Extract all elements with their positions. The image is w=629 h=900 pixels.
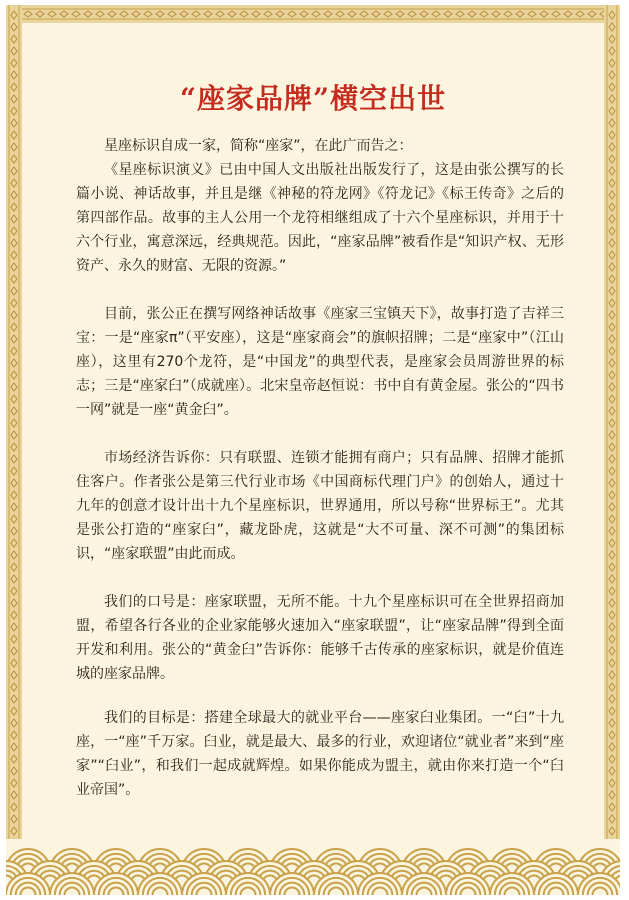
paragraph-book: 《星座标识演义》已由中国人文出版社出版发行了，这是由张公撰写的长篇小说、神话故事，并且是继《神秘的符龙网》《符龙记》《标王传奇》之后的第四部作品。故事的主人公用一个龙符相继组成了十六个星座标识，并用于十六个行业，寓意深远，经典规范。因此，“座家品牌”被看作是“知识产权、无形资产、永久的财富、无限的资源。” [76, 162, 564, 274]
paragraph-three-treasures: 目前，张公正在撰写网络神话故事《座家三宝镇天下》，故事打造了吉祥三宝：一是“座家π”（平安座），这是“座家商会”的旗帜招牌；二是“座家中”（江山座），这里有270个龙符，是“中国龙”的典型代表，是座家会员周游世界的标志；三是“座家臼”（成就座）。北宋皇帝赵恒说：书中自有黄金屋。张公的“四书一网”就是一座“黄金臼”。 [76, 306, 564, 418]
wave-pattern-footer [6, 839, 620, 895]
paragraph-market: 市场经济告诉你：只有联盟、连锁才能拥有商户；只有品牌、招牌才能抓住客户。作者张公是第三代行业市场《中国商标代理门户》的创始人，通过十九年的创意才设计出十九个星座标识，世界通用，所以号称“世界标王”。尤其是张公打造的“座家臼”，藏龙卧虎，这就是“大不可量、深不可测”的集团标识，“座家联盟”由此而成。 [76, 450, 564, 562]
left-decorative-border [6, 5, 22, 895]
right-decorative-border [604, 5, 620, 895]
paragraph-slogan: 我们的口号是：座家联盟，无所不能。十九个星座标识可在全世界招商加盟，希望各行各业的企业家能够火速加入“座家联盟”，让“座家品牌”得到全面开发和利用。张公的“黄金臼”告诉你：能够千古传承的座家标识，就是价值连城的座家品牌。 [76, 594, 564, 682]
top-decorative-border [6, 5, 620, 23]
page-title: “座家品牌”横空出世 [179, 82, 447, 115]
paragraph-goal: 我们的目标是：搭建全球最大的就业平台——座家臼业集团。一“臼”十九座，一“座”千万家。臼业，就是最大、最多的行业，欢迎诸位“就业者”来到“座家”“臼业”，和我们一起成就辉煌。如果你能成为盟主，就由你来打造一个“臼业帝国”。 [76, 710, 564, 798]
poster-sheet [6, 5, 620, 895]
paragraph-intro: 星座标识自成一家，简称“座家”，在此广而告之： [104, 138, 413, 154]
article-body [76, 134, 564, 802]
